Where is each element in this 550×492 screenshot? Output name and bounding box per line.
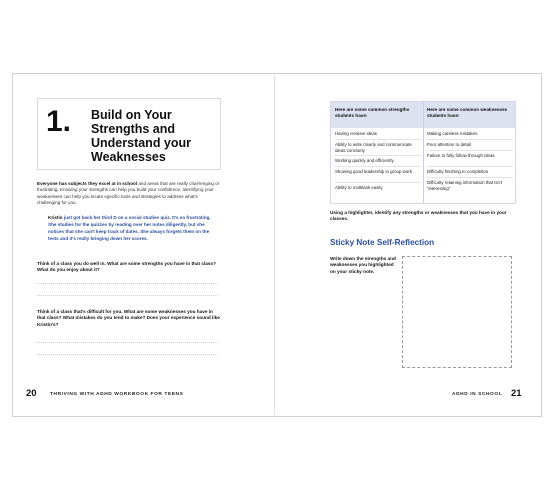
- strength-item: Working quickly and efficiently: [335, 158, 394, 163]
- row-divider: [427, 139, 513, 140]
- weakness-item: Making careless mistakes: [427, 131, 478, 136]
- intro-body: and areas that are really chal-lenging or frustrating. Knowing your strengths can help you build your confidence. Identifying your weaknesses can help you locate specific tools and strategies to address what's challenging for you.: [37, 181, 220, 205]
- chapter-number: 1.: [46, 105, 72, 138]
- chapter-title-box: [37, 98, 221, 170]
- row-divider: [427, 177, 513, 178]
- row-divider: [427, 166, 513, 167]
- prompt-weaknesses: Think of a class that's difficult for you. What are some weaknesses you have in that class? What mistakes do you tend to make? Does your experience sound like Kristin's?: [37, 309, 220, 327]
- writing-line[interactable]: [37, 283, 218, 284]
- sticky-note-heading: Sticky Note Self-Reflection: [330, 238, 435, 247]
- header-weaknesses: Here are some common weaknesses students have:: [427, 107, 508, 119]
- chapter-title-line: Understand your: [91, 136, 192, 150]
- row-divider: [427, 150, 513, 151]
- intro-lead: Everyone has subjects they excel at in school: [37, 181, 138, 186]
- strength-item: Showing good leadership in group work: [335, 169, 412, 174]
- quote-name: Kristin: [48, 215, 63, 220]
- running-head-left: THRIVING WITH ADHD WORKBOOK FOR TEENS: [50, 392, 184, 397]
- row-divider: [335, 182, 421, 183]
- table-column-divider: [423, 102, 424, 203]
- strength-item: Ability to multitask easily: [335, 185, 383, 190]
- chapter-title-line: Weaknesses: [91, 150, 166, 164]
- chapter-title-line: Build on Your: [91, 108, 172, 122]
- strength-item: Having creative ideas: [335, 131, 377, 136]
- row-divider: [335, 139, 421, 140]
- spine-divider: [274, 73, 275, 415]
- sticky-note-area[interactable]: [402, 256, 512, 368]
- header-strengths: Here are some common strengths students have:: [335, 107, 410, 119]
- running-head-right: ADHD IN SCHOOL: [452, 392, 503, 397]
- strength-item: Ability to write clearly and communicate ideas concisely: [335, 142, 412, 153]
- strengths-weaknesses-table: [330, 101, 516, 204]
- chapter-title-line: Strengths and: [91, 122, 176, 136]
- example-quote: [48, 215, 220, 243]
- writing-line[interactable]: [37, 295, 218, 296]
- intro-paragraph: [37, 181, 221, 206]
- weakness-item: Poor attention to detail: [427, 142, 471, 147]
- writing-line[interactable]: [37, 342, 218, 343]
- writing-line[interactable]: [37, 354, 218, 355]
- sticky-note-instruction: Write down the strengths and weaknesses you highlighted on your sticky note.: [330, 256, 396, 274]
- chapter-title: [91, 108, 215, 164]
- highlighter-instruction: Using a highlighter, identify any strengths or weaknesses that you have in your classes.: [330, 210, 507, 222]
- row-divider: [335, 155, 421, 156]
- weakness-item: Failure to fully follow through ideas: [427, 153, 495, 158]
- quote-body: just got back her third D on a social studies quiz. It's so frustrating. She studies for the quizzes by reading over her notes diligently, but she notices that she can't keep track of dates. She always forgets them on the tests and it's really bringing down her scores.: [48, 215, 211, 241]
- page-number-left: 20: [26, 388, 37, 399]
- weakness-item: Difficulty retaining information that isn't “interesting”: [427, 180, 502, 191]
- row-divider: [335, 166, 421, 167]
- page-number-right: 21: [511, 388, 522, 399]
- weakness-item: Difficulty finishing to completion: [427, 169, 489, 174]
- prompt-strengths: Think of a class you do well in. What are some strengths you have in that class? What do you enjoy about it?: [37, 261, 216, 273]
